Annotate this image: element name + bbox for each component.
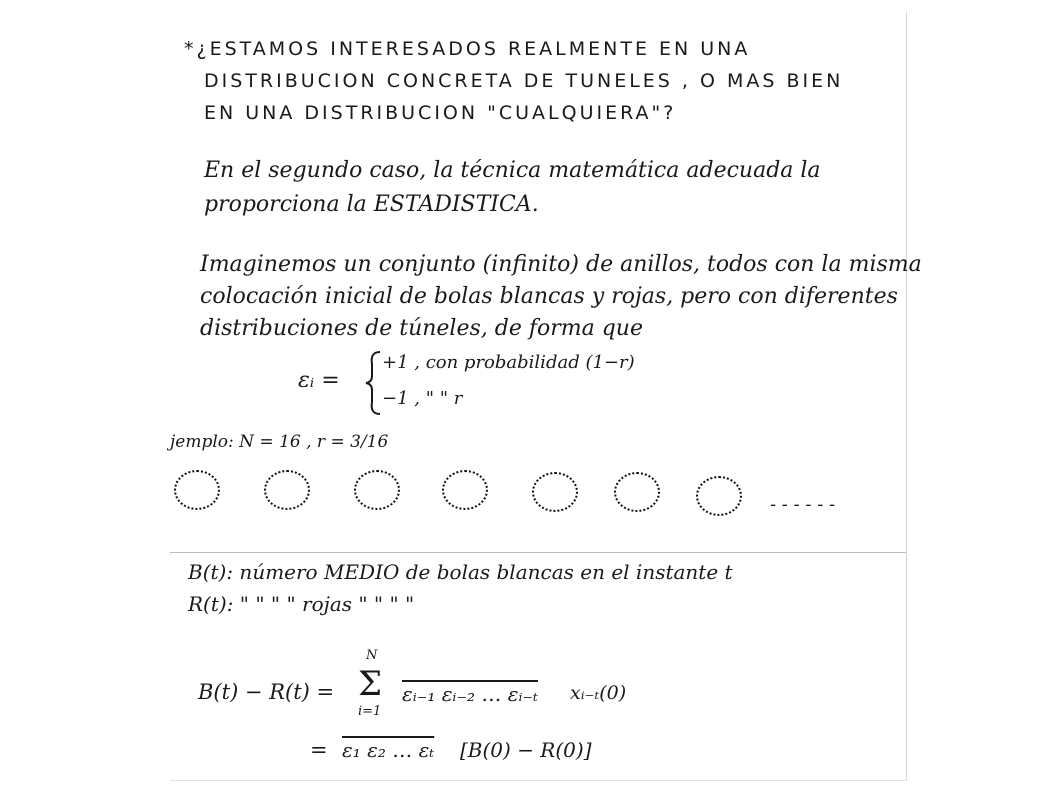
sum-lower: i=1: [358, 704, 382, 719]
example-label: jemplo: N = 16 , r = 3/16: [170, 432, 389, 452]
ring-5: [532, 472, 578, 512]
x-initial: xᵢ₋ₜ(0): [570, 682, 627, 704]
ring-6: [614, 472, 660, 512]
epsilon-product-2: ε₁ ε₂ … εₜ: [342, 738, 435, 762]
para1-line-1: En el segundo caso, la técnica matemática adecuada la: [204, 158, 821, 183]
epsilon-product: εᵢ₋₁ εᵢ₋₂ … εᵢ₋ₜ: [402, 682, 538, 706]
ring-3: [354, 470, 400, 510]
para2-line-2: colocación inicial de bolas blancas y rojas, pero con diferentes: [200, 284, 898, 309]
question-line-2: DISTRIBUCION CONCRETA DE TUNELES , O MAS BIEN: [204, 70, 844, 92]
para2-line-3: distribuciones de túneles, de forma que: [200, 316, 643, 341]
formula-lhs: B(t) − R(t) =: [198, 680, 335, 704]
epsilon-lhs: εᵢ =: [298, 368, 340, 393]
eq-sign-2: =: [310, 738, 328, 762]
brace: [364, 350, 384, 416]
ring-4: [442, 470, 488, 510]
scanned-page: [170, 12, 922, 781]
sum-symbol: Σ: [358, 664, 383, 704]
sum-upper: N: [366, 648, 378, 663]
def-b: B(t): número MEDIO de bolas blancas en el instante t: [188, 560, 733, 584]
section-divider: [170, 552, 906, 553]
ring-continuation: - - - - - -: [770, 494, 836, 515]
initial-difference: [B(0) − R(0)]: [460, 738, 592, 762]
ring-7: [696, 476, 742, 516]
question-line-1: *¿ESTAMOS INTERESADOS REALMENTE EN UNA: [184, 38, 751, 60]
para2-line-1: Imaginemos un conjunto (infinito) de anillos, todos con la misma: [200, 252, 922, 277]
question-line-3: EN UNA DISTRIBUCION "CUALQUIERA"?: [204, 102, 677, 124]
para1-line-2: proporciona la ESTADISTICA.: [204, 192, 539, 217]
def-r: R(t): " " " " rojas " " " ": [188, 592, 415, 616]
epsilon-case-1: +1 , con probabilidad (1−r): [382, 352, 635, 373]
ring-1: [174, 470, 220, 510]
epsilon-case-2: −1 , " " r: [382, 388, 463, 409]
ring-2: [264, 470, 310, 510]
